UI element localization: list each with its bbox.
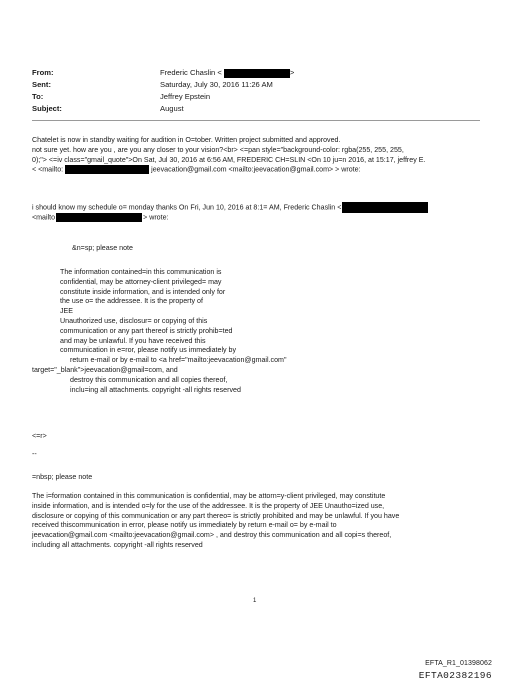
- mailto-suffix: > wrote:: [143, 213, 169, 222]
- notice-line: Unauthorized use, disclosur= or copying of this: [60, 316, 208, 325]
- mailto-prefix: < <mailto:: [32, 165, 64, 174]
- bates-number-primary: EFTA_R1_01398062: [425, 660, 492, 667]
- from-label: From:: [32, 68, 54, 77]
- notice-line: including all attachments. copyright -all rights reserved: [32, 540, 203, 549]
- notice-line: the use o= the addressee. It is the property of: [60, 297, 203, 306]
- to-label: To:: [32, 92, 44, 101]
- sent-value: Saturday, July 30, 2016 11:26 AM: [160, 80, 273, 89]
- body-line: 0);"> <=iv class="gmail_quote">On Sat, Jul 30, 2016 at 6:56 AM, FREDERIC CH=SLIN <On 10 ju=n 2016, at 15:17, jeffrey E.: [32, 155, 426, 164]
- redaction-bar: [65, 165, 149, 174]
- to-row: [32, 91, 472, 103]
- to-value: Jeffrey Epstein: [160, 92, 211, 101]
- sent-row: [32, 79, 472, 91]
- from-name: Frederic Chaslin <: [160, 68, 222, 77]
- please-note-2: =nbsp; please note: [32, 473, 93, 481]
- body-line: not sure yet. how are you , are you any closer to your vision?<br> <=pan style="background-color: rgba(255, 255, 255,: [32, 145, 404, 154]
- subject-row: [32, 103, 472, 115]
- br-marker: <=r>: [32, 432, 47, 440]
- notice-line: disclosure or copying of this communication or any part thereo= is strictly prohibited and may be unlawful. If you have: [32, 511, 400, 520]
- redaction-bar: [56, 213, 142, 222]
- notice-line: inclu=ing all attachments. copyright -all rights reserved: [70, 385, 241, 394]
- mailto-prefix: <mailto: [32, 213, 56, 222]
- confidentiality-notice-2: [32, 492, 399, 551]
- notice-line: JEE: [60, 307, 74, 316]
- header-divider: [32, 120, 480, 121]
- redaction-bar: [224, 69, 290, 78]
- body-line: [32, 165, 425, 175]
- subject-label: Subject:: [32, 104, 62, 113]
- notice-line: confidential, may be attorney-client privileged= may: [60, 277, 222, 286]
- page-number: 1: [253, 598, 257, 604]
- email-header: [32, 67, 472, 115]
- notice-line: target="_blank">jeevacation@gmail=com, and: [32, 365, 178, 374]
- reply-text: i should know my schedule o= monday thanks On Fri, Jun 10, 2016 at 8:1= AM, Frederic Chaslin <: [32, 203, 342, 212]
- notice-line: return e-mail or by e-mail to <a href="mailto:jeevacation@gmail.com": [70, 356, 287, 365]
- quoted-reply: [32, 202, 428, 223]
- notice-line: destroy this communication and all copies thereof,: [70, 375, 228, 384]
- notice-line: The information contained=in this communication is: [60, 268, 222, 276]
- mailto-suffix: jeevacation@gmail.com <mailto:jeevacation@gmail.com> > wrote:: [151, 165, 361, 174]
- redaction-bar: [342, 202, 428, 213]
- notice-line: communication in e=ror, please notify us immediately by: [60, 346, 237, 355]
- from-tail: >: [289, 68, 295, 77]
- from-row: [32, 67, 472, 79]
- bates-number-secondary: EFTA02382196: [418, 670, 492, 681]
- notice-line: inside information, and is intended o=ly for the use of the addressee. It is the property of JEE Unautho=ized use,: [32, 501, 385, 510]
- please-note-1: &n=sp; please note: [72, 244, 133, 252]
- sent-label: Sent:: [32, 80, 51, 89]
- notice-line: constitute inside information, and is intended only for: [60, 287, 226, 296]
- from-value: [160, 67, 294, 79]
- signature-separator: --: [32, 450, 37, 458]
- notice-line: The i=formation contained in this communication is confidential, may be attorn=y-client privileged, may constitute: [32, 492, 386, 500]
- body-line: Chatelet is now in standby waiting for audition in O=tober. Written project submitted and approved.: [32, 136, 341, 144]
- subject-value: August: [160, 104, 184, 113]
- confidentiality-notice-1: [32, 268, 287, 395]
- notice-line: and may be unlawful. If you have received this: [60, 336, 206, 345]
- body-line: [32, 202, 428, 213]
- message-body: [32, 136, 425, 176]
- notice-line: received thiscommunication in error, please notify us immediately by return e-mail o= by e-mail to: [32, 521, 337, 530]
- notice-line: communication or any part thereof is strictly prohib=ted: [60, 326, 233, 335]
- notice-line: jeevacation@gmail.com <mailto:jeevacation@gmail.com> , and destroy this communication and all copi=s thereof,: [32, 531, 392, 540]
- body-line: [32, 213, 428, 223]
